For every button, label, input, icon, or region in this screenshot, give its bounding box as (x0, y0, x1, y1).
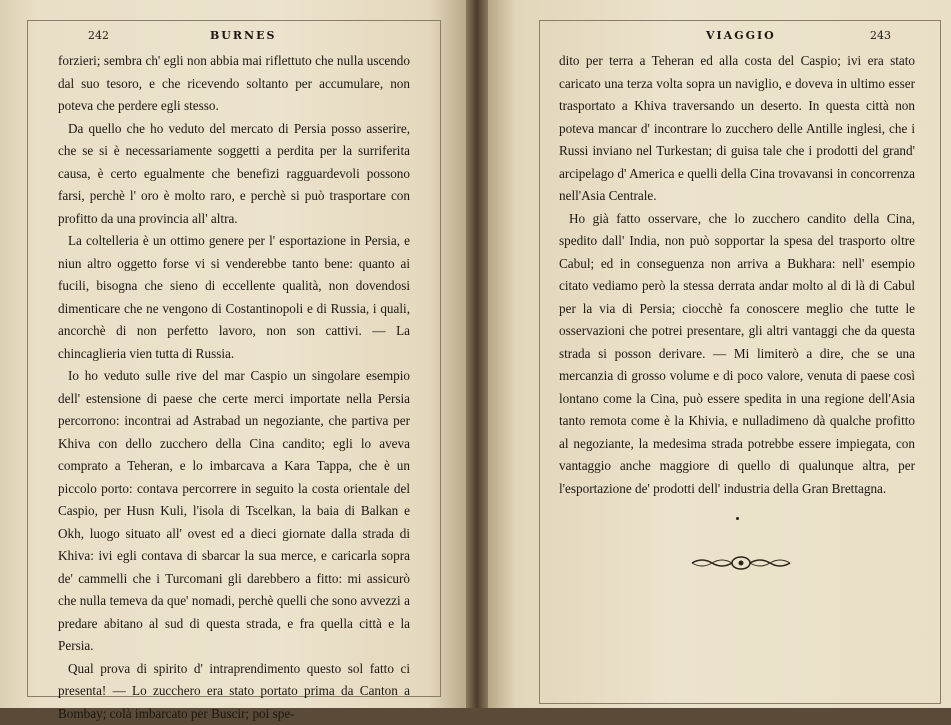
left-paragraph-4: Io ho veduto sulle rive del mar Caspio un singolare esempio dell' estensione di paese che certe merci importate nella Persia percorrono: incontrai ad Astrabad un negoziante, che partiva per Khiva con dello zucchero della Cina candito; egli lo aveva comprato a Teheran, e lo imbarcava a Kara Tappa, che è un piccolo porto: contava percorrere in seguito la costa orientale del Caspio, per Husn Kuli, l'isola di Tscelkan, la baia di Balkan e Okh, luogo situato all' ovest ed a dieci giornate dalla strada di Khiva: ivi egli contava di sbarcar la sua merce, e caricarla sopra de' cammelli che i Turcomani gli darebbero a fitto: mi assicurò che nulla temeva da que' nomadi, perchè quelli che sono avvezzi a predare abitano al sud di questa strada, e fra quella città e la Persia. (58, 365, 410, 658)
tailpiece-ornament-icon (690, 555, 792, 571)
left-paragraph-2: Da quello che ho veduto del mercato di Persia posso asserire, che se si è necessariamente soggetti a perdita per la surriferita causa, è certo egualmente che benefizi ragguardevoli possono farsi, perchè l' oro è molto raro, e perchè si può trasportare con profitto da una provincia all' altra. (58, 118, 410, 231)
right-page (488, 0, 951, 708)
left-running-head: BURNES (210, 29, 276, 42)
left-page (0, 0, 466, 708)
left-paragraph-5: Qual prova di spirito d' intraprendimento questo sol fatto ci presenta! — Lo zucchero era stato portato prima da Canton a Bombay; colà imbarcato per Buscir; poi spe- (58, 658, 410, 725)
book-gutter (466, 0, 488, 708)
left-page-text (58, 50, 410, 725)
right-paragraph-2: Ho già fatto osservare, che lo zucchero candito della Cina, spedito dall' India, non può sopportar la spesa del trasporto oltre Cabul; ed in conseguenza non arriva a Bukhara: nell' esempio citato vediamo però la stessa derrata andar molto al di là di Cabul per la via di Persia; ciocchè fa conoscere meglio che tutte le osservazioni che potrei presentare, gli altri vantaggi che da questa strada si posson derivare. — Mi limiterò a dire, che se una mercanzia di grosso volume e di poco valore, venuta di paese così lontano come la Cina, può essere spedita in una regione dell'Asia tanto remota come è la Khivia, e nulladimeno dà qualche profitto al negoziante, la medesima strada potrebbe essere impiegata, con vantaggio anche maggiore di quello di qualunque altra, per l'esportazione de' prodotti dell' industria della Gran Brettagna. (559, 208, 915, 501)
ink-dot (736, 517, 739, 520)
right-page-number: 243 (870, 29, 891, 42)
right-page-text (559, 50, 915, 500)
left-page-number: 242 (88, 29, 109, 42)
left-paragraph-1: forzieri; sembra ch' egli non abbia mai riflettuto che nulla uscendo dal suo tesoro, e che ricevendo soltanto per accumulare, non poteva che perdere egli stesso. (58, 50, 410, 118)
right-running-head: VIAGGIO (706, 29, 776, 42)
left-paragraph-3: La coltelleria è un ottimo genere per l' esportazione in Persia, e niun altro oggetto forse vi si venderebbe tanto bene: quanto ai fucili, bisogna che sieno di eccellente qualità, non dovendosi dimenticare che ne vengono di Costantinopoli e di Russia, i quali, ancorchè di non perfetto lavoro, non son cattivi. — La chincaglieria vien tutta di Russia. (58, 230, 410, 365)
right-paragraph-1: dito per terra a Teheran ed alla costa del Caspio; ivi era stato caricato una terza volta sopra un naviglio, e doveva in ultimo esser trasportato a Khiva traversando un deserto. In questa città non poteva mancar d' incontrare lo zucchero delle Antille inglesi, che i Russi inviano nel Turkestan; di guisa tale che i prodotti del grand' arcipelago d' America e quelli della Cina trovavansi in concorrenza nell'Asia Centrale. (559, 50, 915, 208)
